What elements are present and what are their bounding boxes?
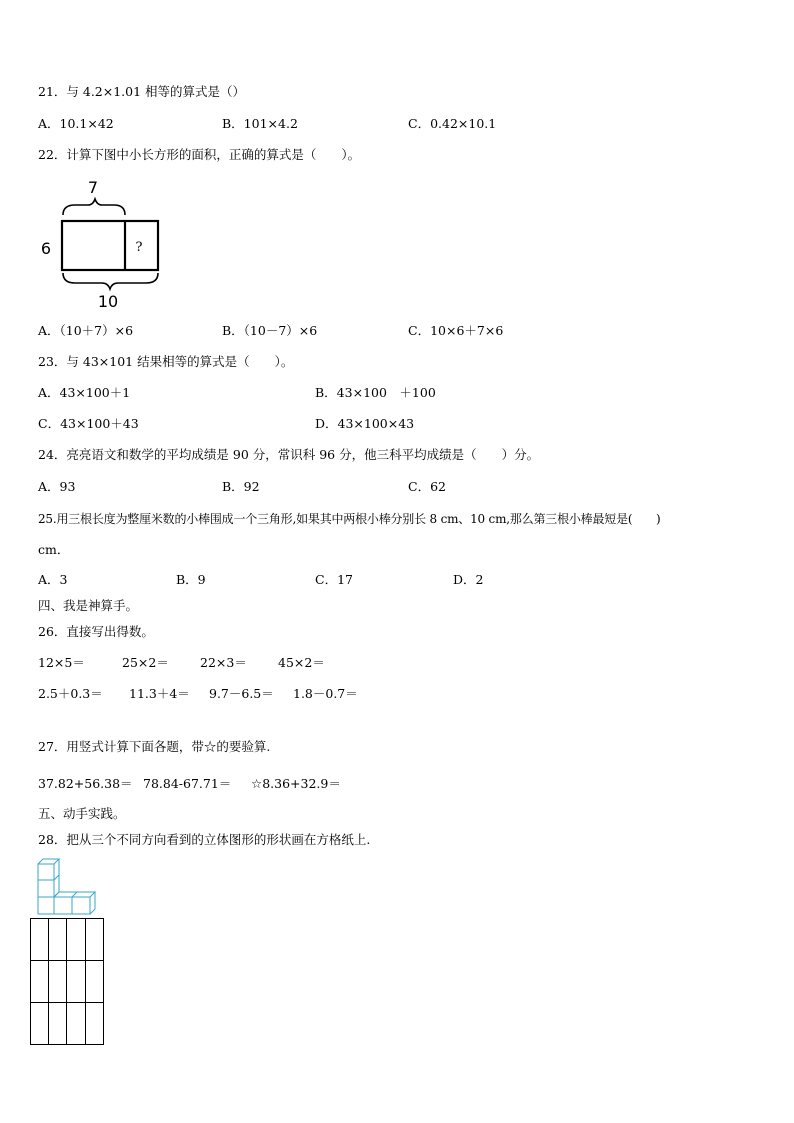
q24-option-b: B．92 — [222, 479, 260, 494]
q26-item: 9.7－6.5＝ — [209, 686, 274, 701]
q23-option-a: A．43×100＋1 — [38, 385, 131, 400]
diagram-left-label: 6 — [40, 239, 52, 258]
q26-item: 11.3＋4＝ — [129, 686, 190, 701]
q26-item: 45×2＝ — [278, 655, 325, 670]
q24-option-a: A．93 — [38, 479, 76, 494]
q26-item: 12×5＝ — [38, 655, 85, 670]
q25-stem-continued: cm． — [38, 542, 70, 557]
answer-grid-paper — [30, 918, 104, 1045]
q24-option-c: C．62 — [408, 479, 446, 494]
q21-stem: 21．与 4.2×1.01 相等的算式是（） — [38, 84, 246, 99]
bottom-brace — [63, 273, 158, 289]
q23-stem: 23．与 43×101 结果相等的算式是（ ）。 — [38, 354, 294, 369]
section-5-title: 五、动手实践。 — [38, 806, 126, 821]
q27-stem: 27．用竖式计算下面各题，带☆的要验算. — [38, 739, 271, 754]
rectangle-diagram — [30, 175, 170, 315]
q22-stem: 22．计算下图中小长方形的面积，正确的算式是（ ）。 — [38, 147, 361, 162]
big-rectangle — [62, 221, 158, 270]
small-rectangle-label: ? — [135, 240, 143, 255]
q22-option-a: A．（10＋7）×6 — [38, 323, 134, 338]
section-4-title: 四、我是神算手。 — [38, 598, 139, 613]
q23-option-b: B．43×100 ＋100 — [315, 385, 436, 400]
q22-option-c: C．10×6＋7×6 — [408, 323, 504, 338]
q23-option-c: C．43×100＋43 — [38, 416, 139, 431]
q28-stem: 28．把从三个不同方向看到的立体图形的形状画在方格纸上. — [38, 832, 371, 847]
q21-option-a: A．10.1×42 — [38, 116, 114, 131]
q24-stem: 24．亮亮语文和数学的平均成绩是 90 分，常识科 96 分，他三科平均成绩是（ ）分。 — [38, 447, 540, 462]
top-brace — [63, 199, 125, 215]
q25-option-c: C．17 — [315, 572, 353, 587]
q26-item: 22×3＝ — [200, 655, 247, 670]
diagram-top-label: 7 — [87, 178, 99, 197]
q23-option-d: D．43×100×43 — [315, 416, 415, 431]
q25-option-b: B．9 — [176, 572, 206, 587]
q26-item: 1.8－0.7＝ — [293, 686, 358, 701]
diagram-bottom-label: 10 — [97, 292, 119, 311]
q27-item: 78.84-67.71＝ — [143, 776, 232, 791]
q22-option-b: B．（10－7）×6 — [222, 323, 318, 338]
q25-option-d: D．2 — [453, 572, 484, 587]
q21-option-b: B．101×4.2 — [222, 116, 298, 131]
q21-option-c: C．0.42×10.1 — [408, 116, 497, 131]
q25-stem: 25.用三根长度为整厘米数的小棒围成一个三角形,如果其中两根小棒分别长 8 cm、10 cm,那么第三根小棒最短是( ) — [38, 512, 661, 526]
q25-option-a: A．3 — [38, 572, 68, 587]
q27-item: ☆8.36+32.9＝ — [251, 776, 341, 791]
q26-item: 25×2＝ — [122, 655, 169, 670]
cube-stack-figure — [36, 858, 98, 918]
q26-stem: 26．直接写出得数。 — [38, 624, 154, 639]
q26-item: 2.5＋0.3＝ — [38, 686, 103, 701]
q27-item: 37.82+56.38＝ — [38, 776, 133, 791]
